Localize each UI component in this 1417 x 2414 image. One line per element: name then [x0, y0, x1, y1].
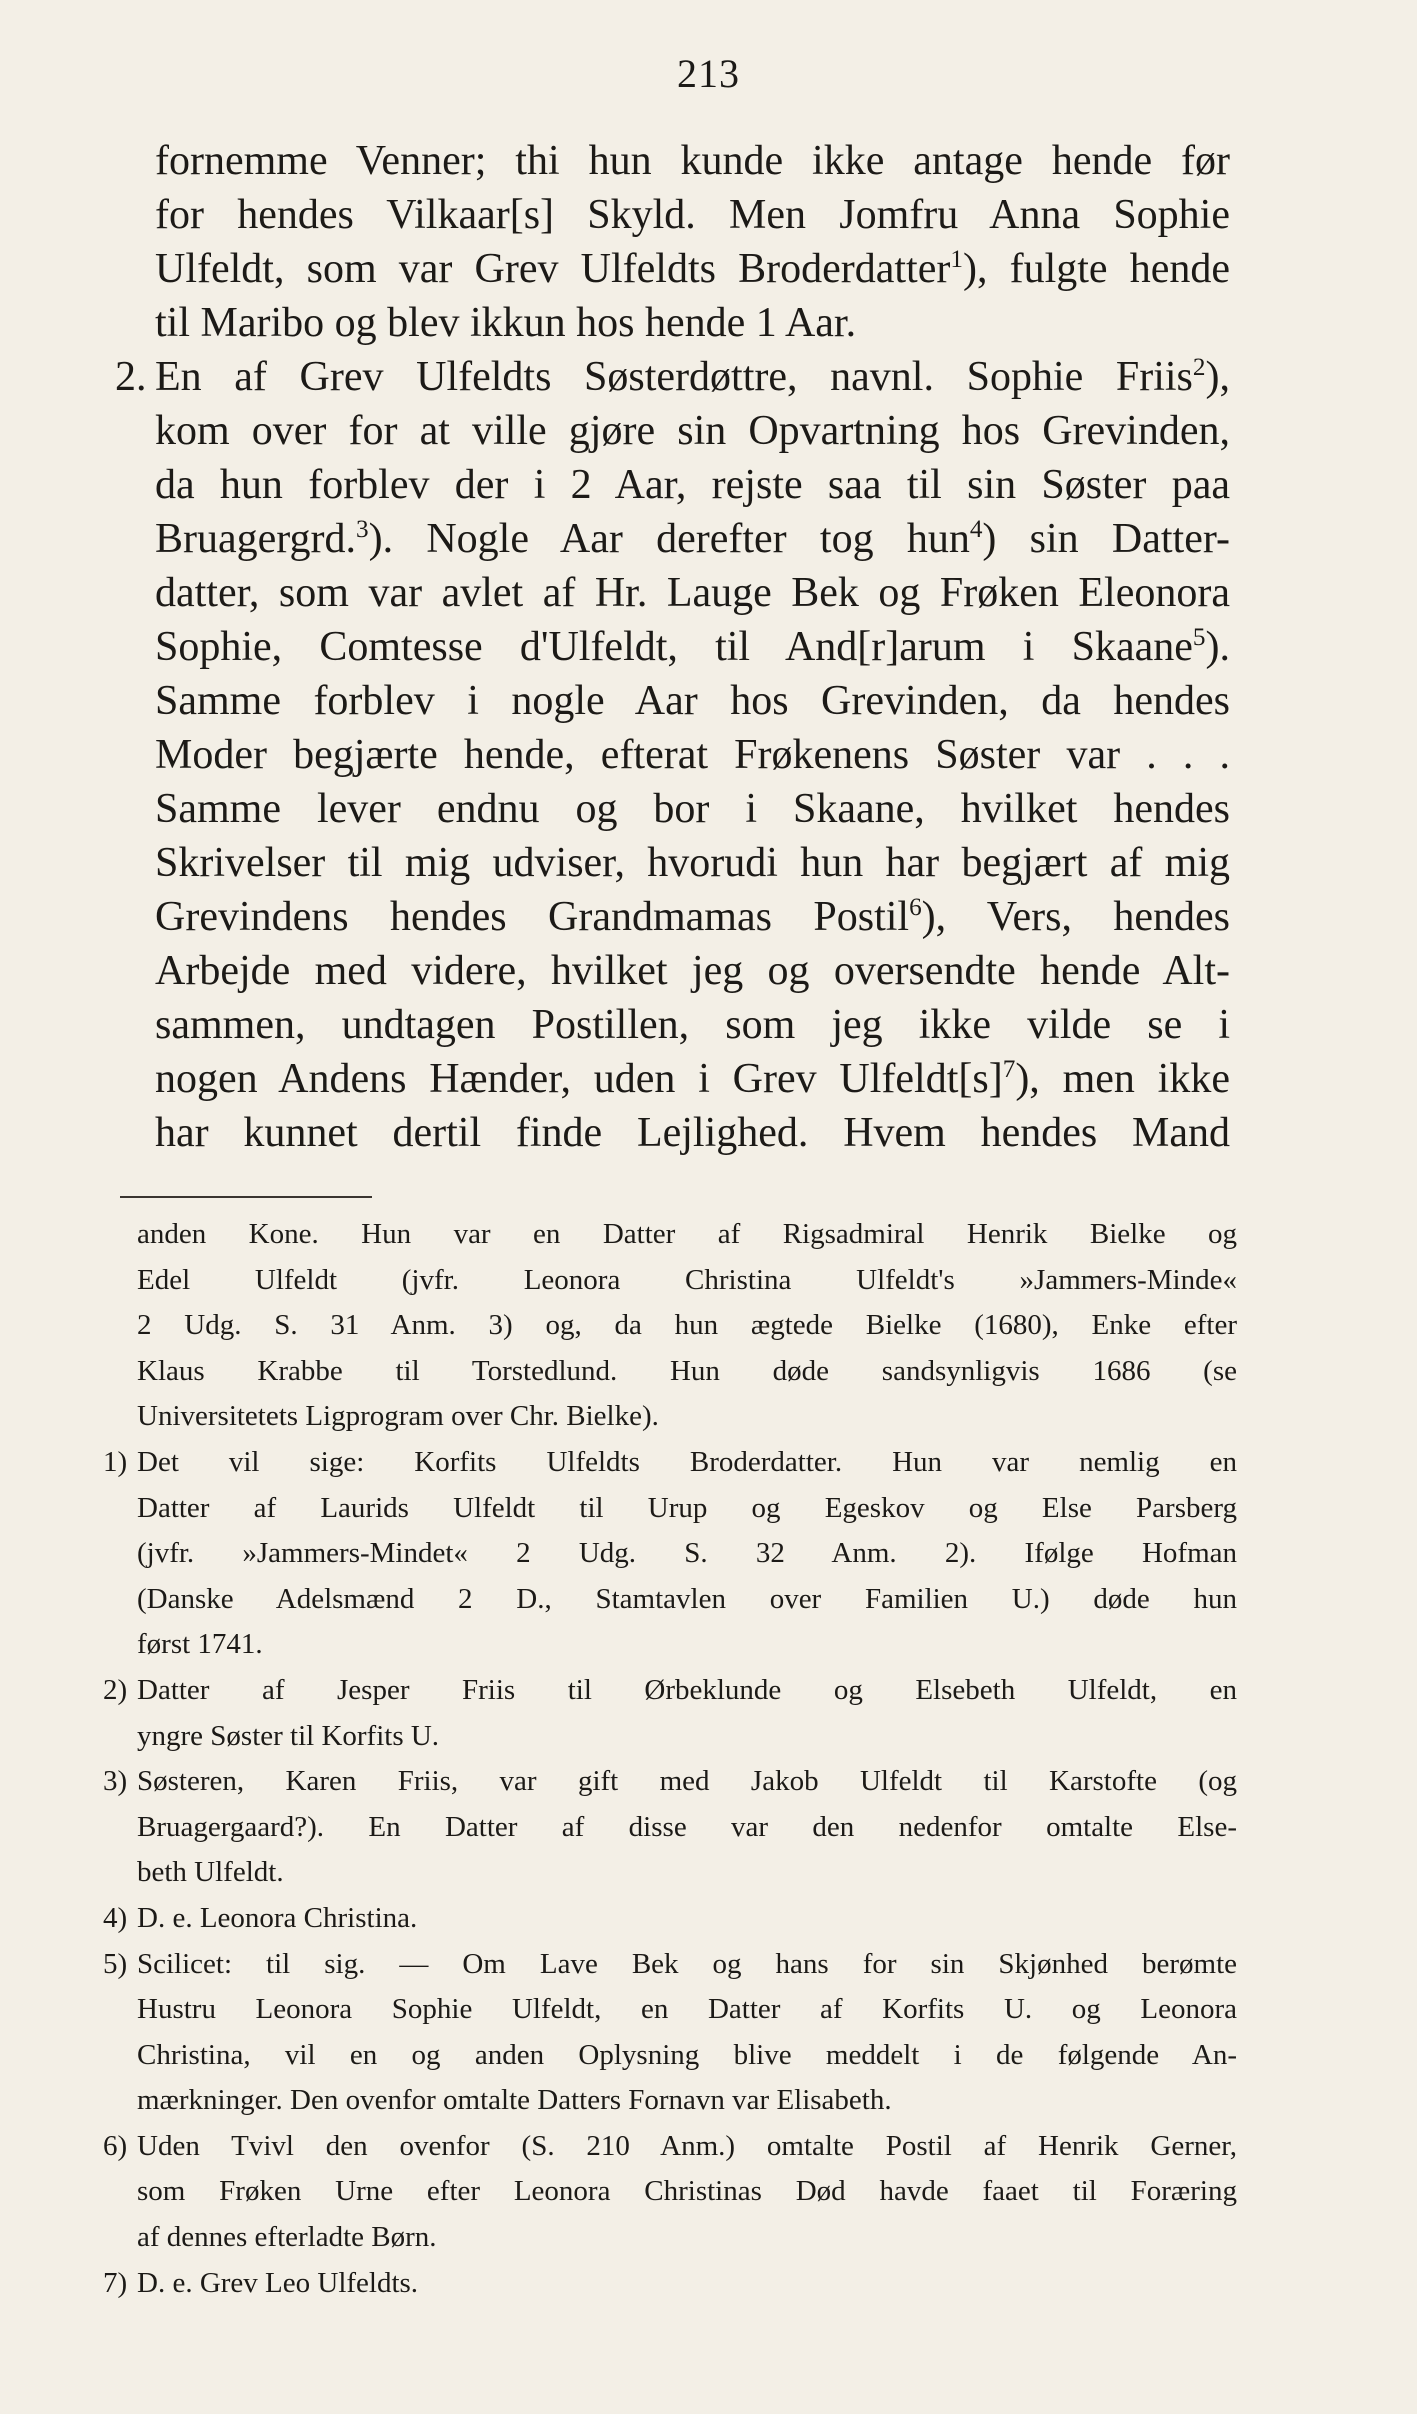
text-line: 2. En af Grev Ulfeldts Søsterdøttre, navnl. Sophie Friis$^2$), — [155, 350, 1230, 404]
footnote-ref: 4 — [969, 516, 983, 543]
footnote-line: af dennes efterladte Børn. — [137, 2221, 437, 2254]
text-line: Sophie, Comtesse d'Ulfeldt, til And[r]arum i Skaane$^5$). — [155, 624, 1230, 670]
footnote-line: D. e. Grev Leo Ulfeldts. — [137, 2266, 419, 2299]
text-line: for hendes Vilkaar[s] Skyld. Men Jomfru Anna Sophie — [155, 192, 1230, 238]
footnote-line: Det vil sige: Korfits Ulfeldts Broderdatter. Hun var nemlig en — [137, 1445, 1237, 1478]
footnote-7 — [103, 2261, 1237, 2307]
footnote-line: mærkninger. Den ovenfor omtalte Datters Fornavn var Elisabeth. — [137, 2084, 892, 2117]
text-line: datter, som var avlet af Hr. Lauge Bek og Frøken Eleonora — [155, 570, 1230, 616]
main-text — [115, 134, 1230, 1160]
footnote-5 — [103, 1942, 1237, 2124]
footnote-mark: 7) — [103, 2266, 128, 2299]
footnotes — [103, 1212, 1237, 2306]
footnote-line: Scilicet: til sig. — Om Lave Bek og hans for sin Skjønhed berømte — [137, 1947, 1237, 1980]
footnote-line: D. e. Leonora Christina. — [137, 1901, 418, 1934]
footnote-line: Klaus Krabbe til Torstedlund. Hun døde sandsynligvis 1686 (se — [137, 1354, 1237, 1387]
footnote-mark: 3) — [103, 1765, 128, 1798]
text-line: Bruagergrd.$^3$). Nogle Aar derefter tog hun$^4$) sin Datter- — [155, 516, 1230, 562]
footnote-4 — [103, 1896, 1237, 1942]
footnote-line: (jvfr. »Jammers-Mindet« 2 Udg. S. 32 Anm. 2). Ifølge Hofman — [137, 1537, 1237, 1570]
text-line: Samme forblev i nogle Aar hos Grevinden, da hendes — [155, 678, 1230, 724]
footnote-ref: 2 — [1192, 354, 1206, 381]
text-line: sammen, undtagen Postillen, som jeg ikke vilde se i — [155, 1002, 1230, 1048]
footnote-line: beth Ulfeldt. — [137, 1856, 284, 1889]
text-line: Arbejde med videre, hvilket jeg og oversendte hende Alt- — [155, 948, 1230, 994]
text-line: Ulfeldt, som var Grev Ulfeldts Broderdatter$^1$), fulgte hende — [155, 246, 1230, 292]
footnote-line: Søsteren, Karen Friis, var gift med Jakob Ulfeldt til Karstofte (og — [137, 1765, 1237, 1798]
footnote-line: anden Kone. Hun var en Datter af Rigsadmiral Henrik Bielke og — [137, 1218, 1237, 1250]
footnote-ref: 3 — [356, 516, 369, 543]
text-line: Moder begjærte hende, efterat Frøkenens Søster var . . . — [155, 732, 1230, 778]
text-line: da hun forblev der i 2 Aar, rejste saa til sin Søster paa — [155, 462, 1230, 508]
footnote-mark: 4) — [103, 1901, 128, 1934]
footnote-ref: 7 — [1002, 1056, 1016, 1083]
text-line: Samme lever endnu og bor i Skaane, hvilket hendes — [155, 786, 1230, 832]
footnote-line: som Frøken Urne efter Leonora Christinas Død havde faaet til Foræring — [137, 2175, 1237, 2208]
footnote-mark: 6) — [103, 2129, 128, 2162]
footnote-6 — [103, 2124, 1237, 2261]
footnote-line: Bruagergaard?). En Datter af disse var den nedenfor omtalte Else- — [137, 1810, 1237, 1843]
footnote-line: yngre Søster til Korfits U. — [137, 1719, 440, 1752]
text-line: fornemme Venner; thi hun kunde ikke antage hende før — [155, 138, 1230, 184]
text-line: har kunnet dertil finde Lejlighed. Hvem hendes Mand — [155, 1110, 1230, 1156]
footnote-ref: 6 — [909, 894, 922, 921]
footnote-line: først 1741. — [137, 1628, 263, 1661]
footnote-continuation — [137, 1212, 1237, 1440]
footnote-line: 2 Udg. S. 31 Anm. 3) og, da hun ægtede Bielke (1680), Enke efter — [137, 1309, 1237, 1342]
footnote-line: Datter af Laurids Ulfeldt til Urup og Egeskov og Else Parsberg — [137, 1491, 1237, 1524]
item-number: 2. — [115, 354, 147, 400]
text-line: Skrivelser til mig udviser, hvorudi hun har begjært af mig — [155, 840, 1230, 886]
footnote-mark: 1) — [103, 1445, 128, 1478]
footnote-line: Christina, vil en og anden Oplysning blive meddelt i de følgende An- — [137, 2038, 1237, 2071]
footnote-line: Edel Ulfeldt (jvfr. Leonora Christina Ulfeldt's »Jammers-Minde« — [137, 1263, 1237, 1296]
footnote-3 — [103, 1759, 1237, 1896]
footnote-line: Universitetets Ligprogram over Chr. Bielke). — [137, 1400, 659, 1433]
text-line: kom over for at ville gjøre sin Opvartning hos Grevinden, — [155, 408, 1230, 454]
footnote-mark: 5) — [103, 1947, 128, 1980]
footnote-ref: 1 — [950, 246, 963, 273]
footnote-mark: 2) — [103, 1673, 128, 1706]
text-line: nogen Andens Hænder, uden i Grev $Ulfeldt[s]^7$), men ikke — [155, 1056, 1230, 1102]
text-line: til Maribo og blev ikkun hos hende 1 Aar. — [155, 300, 857, 346]
text-line: Grevindens hendes Grandmamas Postil$^6$), Vers, hendes — [155, 894, 1230, 940]
footnote-ref: 5 — [1192, 624, 1206, 651]
footnote-line: Datter af Jesper Friis til Ørbeklunde og Elsebeth Ulfeldt, en — [137, 1673, 1237, 1706]
footnote-line: Uden Tvivl den ovenfor (S. 210 Anm.) omtalte Postil af Henrik Gerner, — [137, 2129, 1237, 2162]
footnote-2 — [103, 1668, 1237, 1759]
footnote-line: Hustru Leonora Sophie Ulfeldt, en Datter af Korfits U. og Leonora — [137, 1993, 1237, 2026]
footnote-1 — [103, 1440, 1237, 1668]
footnote-line: (Danske Adelsmænd 2 D., Stamtavlen over Familien U.) døde hun — [137, 1582, 1237, 1615]
page-number: 213 — [677, 51, 740, 96]
footnote-divider — [120, 1196, 372, 1198]
